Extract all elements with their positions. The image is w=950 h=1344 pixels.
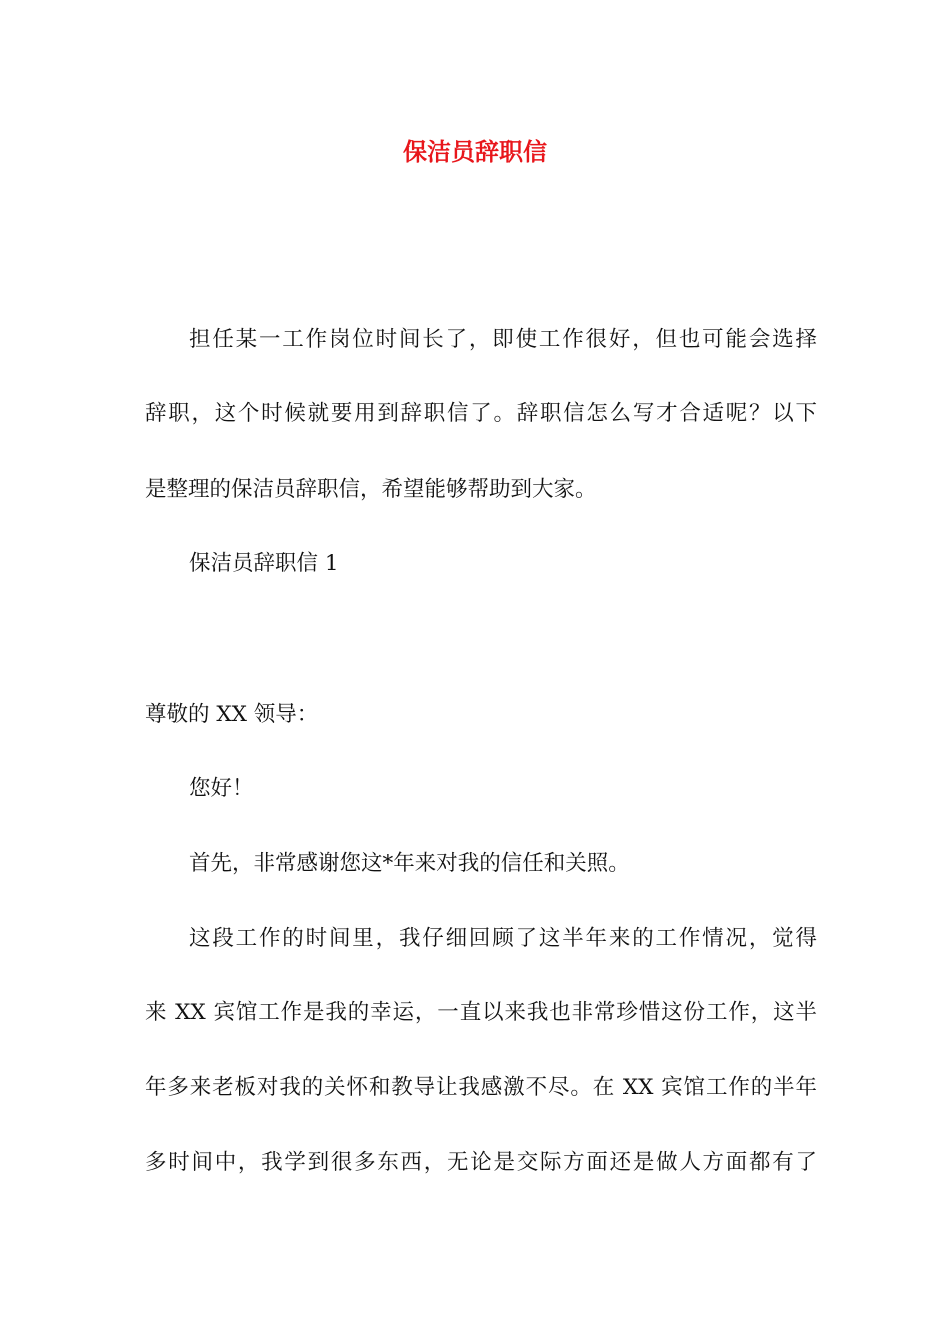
salutation: 尊敬的 XX 领导：	[145, 702, 319, 727]
paragraph-line: 来 XX 宾馆工作是我的幸运，一直以来我也非常珍惜这份工作，这半	[145, 1000, 817, 1025]
document-title: 保洁员辞职信	[403, 138, 547, 166]
paragraph-line: 辞职，这个时候就要用到辞职信了。辞职信怎么写才合适呢？以下	[145, 401, 817, 426]
paragraph-line: 多时间中，我学到很多东西，无论是交际方面还是做人方面都有了	[145, 1150, 817, 1175]
greeting: 您好！	[189, 776, 254, 801]
paragraph-line: 担任某一工作岗位时间长了，即使工作很好，但也可能会选择	[189, 327, 817, 352]
section-heading: 保洁员辞职信 1	[189, 551, 339, 576]
paragraph-line: 年多来老板对我的关怀和教导让我感激不尽。在 XX 宾馆工作的半年	[145, 1075, 817, 1100]
paragraph-line: 是整理的保洁员辞职信，希望能够帮助到大家。	[145, 477, 597, 502]
paragraph-line: 这段工作的时间里，我仔细回顾了这半年来的工作情况，觉得	[189, 926, 817, 951]
paragraph-line: 首先，非常感谢您这*年来对我的信任和关照。	[189, 851, 630, 876]
